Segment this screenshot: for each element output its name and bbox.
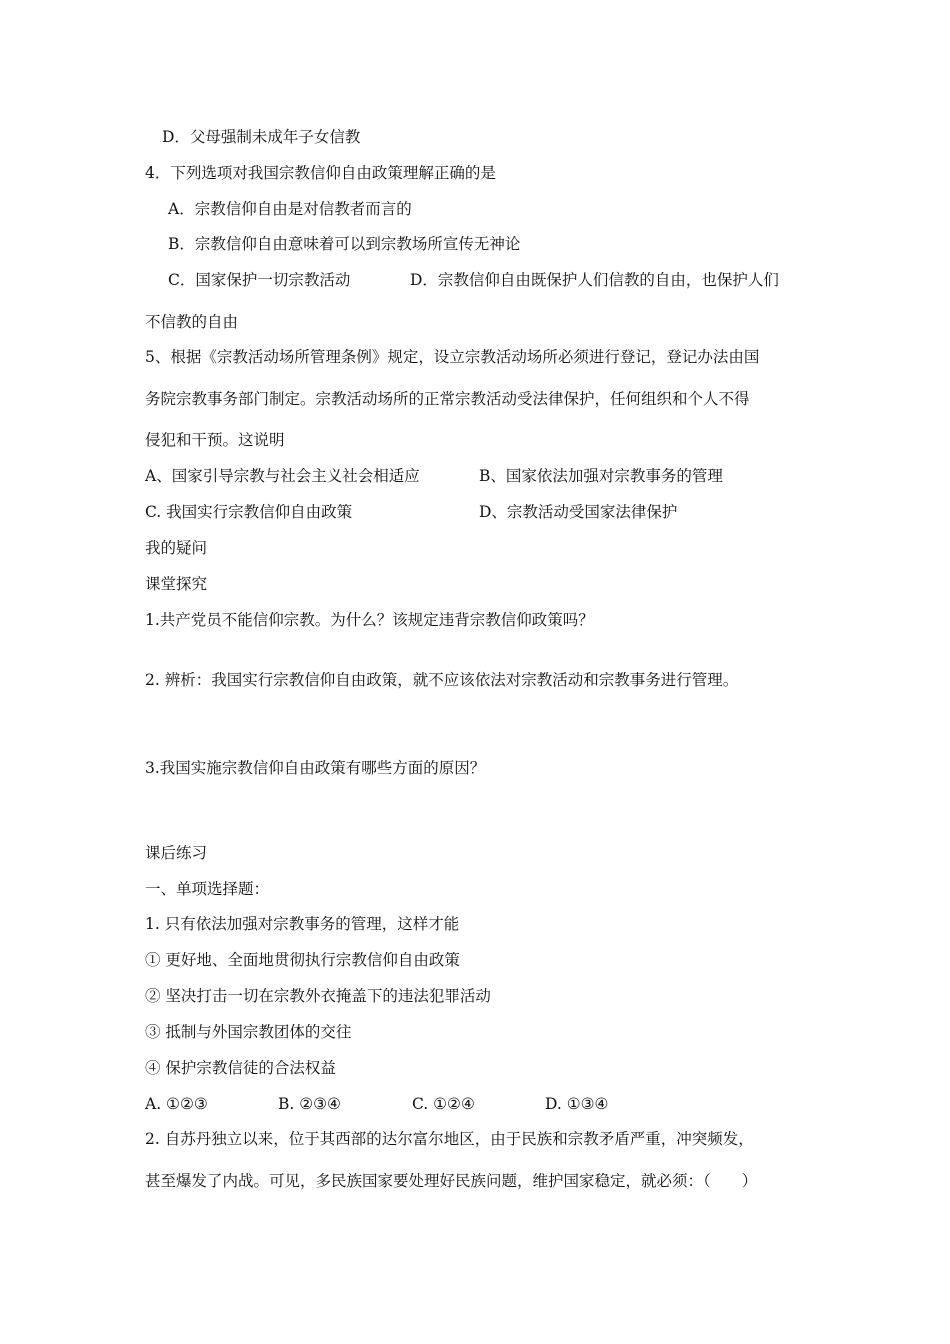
q4-option-c: C．国家保护一切宗教活动 xyxy=(168,271,351,289)
q5-option-c: C. 我国实行宗教信仰自由政策 xyxy=(145,503,353,521)
q5-option-b: B、国家依法加强对宗教事务的管理 xyxy=(479,467,723,485)
q4-option-b: B．宗教信仰自由意味着可以到宗教场所宣传无神论 xyxy=(168,235,521,253)
inquiry-q1: 1.共产党员不能信仰宗教。为什么？该规定违背宗教信仰政策吗？ xyxy=(145,611,594,629)
practice-q1-option-d: D. ①③④ xyxy=(545,1095,609,1113)
q5-option-d: D、宗教活动受国家法律保护 xyxy=(479,503,678,521)
inquiry-q2: 2. 辨析：我国实行宗教信仰自由政策，就不应该依法对宗教活动和宗教事务进行管理。 xyxy=(145,671,739,689)
q5-line3: 侵犯和干预。这说明 xyxy=(145,431,285,449)
practice-q1-item-2: ② 坚决打击一切在宗教外衣掩盖下的违法犯罪活动 xyxy=(145,987,491,1005)
q4-option-a: A．宗教信仰自由是对信教者而言的 xyxy=(168,200,412,218)
practice-q1-stem: 1. 只有依法加强对宗教事务的管理，这样才能 xyxy=(145,915,460,933)
practice-q1-option-a: A. ①②③ xyxy=(145,1095,208,1113)
practice-q1-item-4: ④ 保护宗教信徒的合法权益 xyxy=(145,1059,336,1077)
practice-q1-option-c: C. ①②④ xyxy=(412,1095,475,1113)
q4-option-d-cont: 不信教的自由 xyxy=(145,313,239,331)
practice-q1-item-1: ① 更好地、全面地贯彻执行宗教信仰自由政策 xyxy=(145,951,460,969)
practice-q2-line2: 甚至爆发了内战。可见，多民族国家要处理好民族问题，维护国家稳定，就必须：（ ） xyxy=(145,1172,758,1190)
q5-line2: 务院宗教事务部门制定。宗教活动场所的正常宗教活动受法律保护，任何组织和个人不得 xyxy=(145,390,750,408)
q5-line1: 5、根据《宗教活动场所管理条例》规定，设立宗教活动场所必须进行登记，登记办法由国 xyxy=(145,348,760,366)
inquiry-q3: 3.我国实施宗教信仰自由政策有哪些方面的原因？ xyxy=(145,759,486,777)
q5-option-a: A、国家引导宗教与社会主义社会相适应 xyxy=(145,467,420,485)
practice-section: 一、单项选择题： xyxy=(145,880,270,898)
q4-stem: 4．下列选项对我国宗教信仰自由政策理解正确的是 xyxy=(145,164,496,182)
my-questions-heading: 我的疑问 xyxy=(145,539,208,557)
practice-q1-option-b: B. ②③④ xyxy=(278,1095,341,1113)
inquiry-heading: 课堂探究 xyxy=(145,575,208,593)
practice-q1-item-3: ③ 抵制与外国宗教团体的交往 xyxy=(145,1023,352,1041)
practice-q2-line1: 2. 自苏丹独立以来，位于其西部的达尔富尔地区，由于民族和宗教矛盾严重，冲突频发， xyxy=(145,1130,754,1148)
q4-option-d: D．宗教信仰自由既保护人们信教的自由，也保护人们 xyxy=(410,271,779,289)
practice-heading: 课后练习 xyxy=(145,844,208,862)
q3-option-d: D．父母强制未成年子女信教 xyxy=(162,128,361,146)
